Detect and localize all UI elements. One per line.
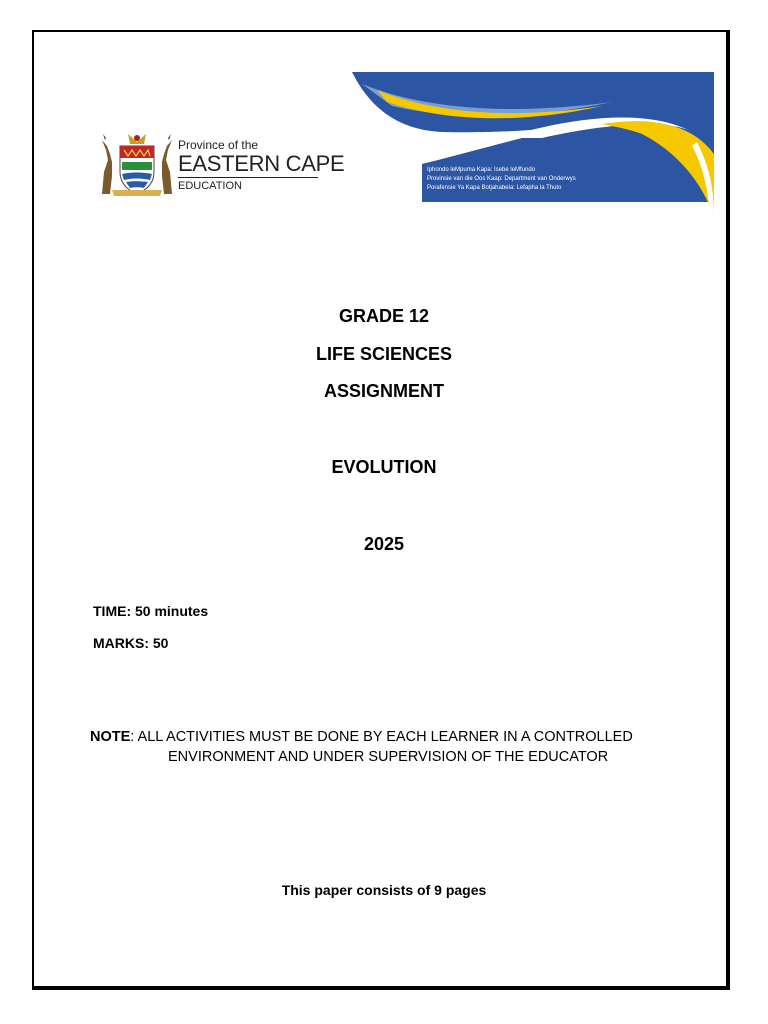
logo-text	[178, 138, 345, 193]
eastern-cape-logo	[98, 132, 345, 198]
coat-of-arms-icon	[98, 132, 176, 198]
logo-divider	[178, 177, 318, 178]
note-block	[90, 727, 700, 767]
note-line-2: ENVIRONMENT AND UNDER SUPERVISION OF THE EDUCATOR	[168, 749, 609, 765]
logo-eastern-cape: EASTERN CAPE	[178, 151, 345, 176]
page-count: This paper consists of 9 pages	[281, 882, 487, 898]
topic-title: EVOLUTION	[331, 457, 437, 477]
time-label: TIME: 50 minutes	[93, 603, 209, 619]
banner-line-sotho: Porafensie Ya Kapa Botjahabela: Lefapha la Thuto	[427, 185, 562, 191]
note-label: NOTE	[90, 729, 131, 745]
logo-province-label: Province of the	[178, 138, 259, 152]
header-banner	[352, 72, 714, 217]
banner-text	[427, 166, 707, 193]
assignment-title: ASSIGNMENT	[323, 381, 444, 401]
marks-label: MARKS: 50	[93, 635, 169, 651]
note-text-1: : ALL ACTIVITIES MUST BE DONE BY EACH LEARNER IN A CONTROLLED	[130, 729, 633, 745]
banner-graphic	[352, 72, 714, 217]
year-title: 2025	[363, 534, 405, 554]
grade-title: GRADE 12	[338, 306, 430, 326]
banner-line-xhosa: Iphondo leMpuma Kapa: Isebe leMfundo	[427, 167, 536, 173]
subject-title: LIFE SCIENCES	[315, 344, 453, 364]
logo-education: EDUCATION	[178, 180, 242, 192]
note-line-1	[90, 727, 700, 747]
banner-line-afrikaans: Provinsie van die Oos Kaap: Department van Onderwys	[427, 176, 576, 182]
